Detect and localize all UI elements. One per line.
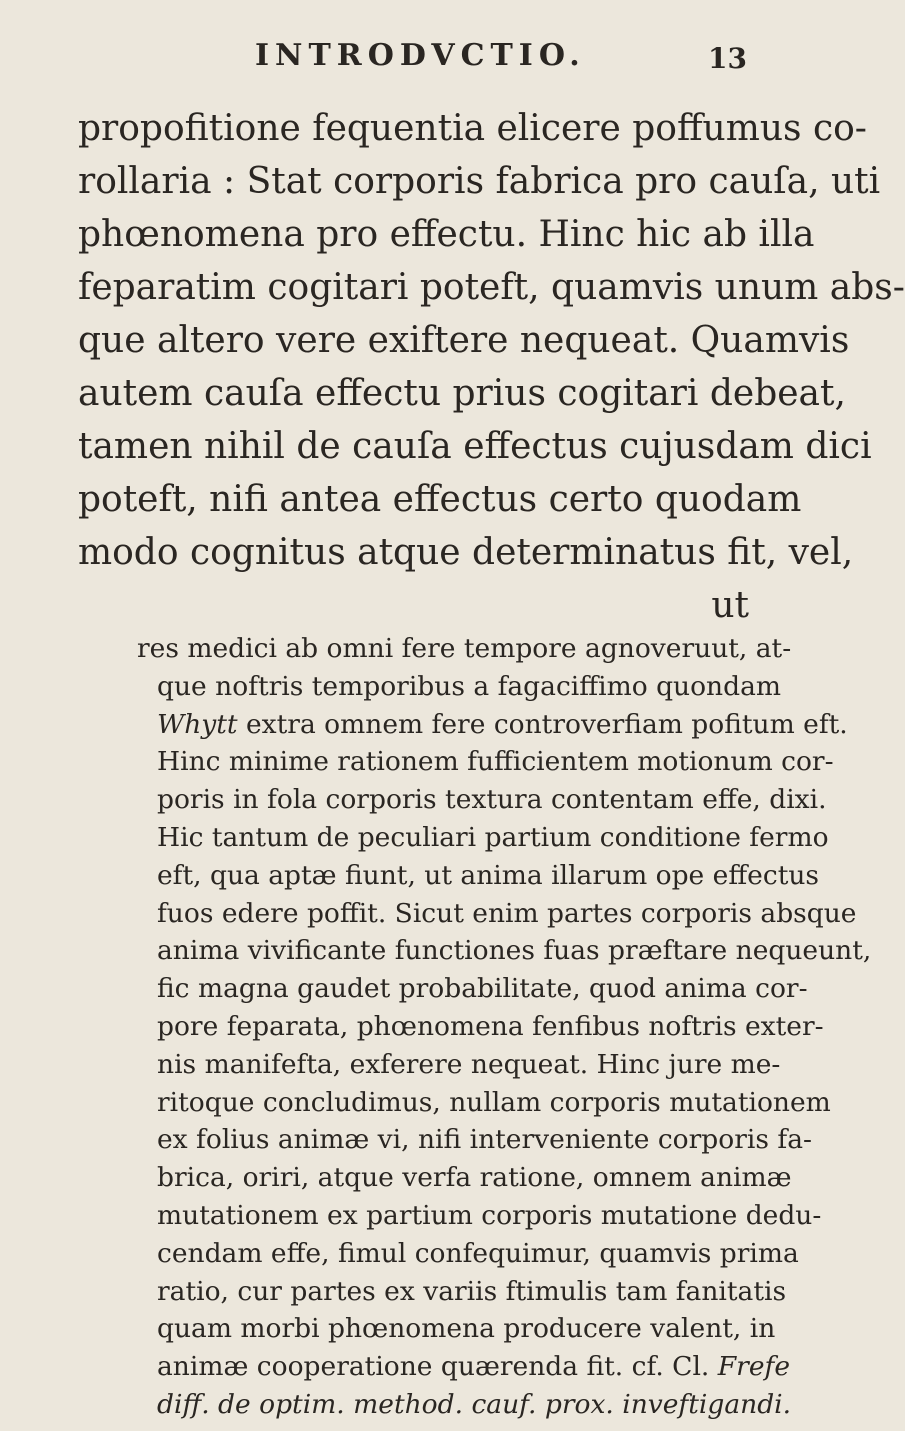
note-line-text: animæ cooperatione quærenda fit. cf. Cl.: [157, 1351, 718, 1383]
note-line: que noftris temporibus a fagaciffimo quondam: [157, 670, 782, 702]
note-line: nis manifefta, exferere nequeat. Hinc jure me-: [157, 1048, 781, 1080]
text-line: feparatim cogitari poteft, quamvis unum abs-: [78, 267, 905, 308]
note-line: pore feparata, phœnomena fenfibus noftris exter-: [157, 1010, 824, 1042]
text-line: que altero vere exiftere nequeat. Quamvis: [78, 320, 850, 361]
note-line: res medici ab omni fere tempore agnoveruut, at-: [137, 633, 792, 664]
note-line: Hinc minime rationem fufficientem motionum cor-: [157, 746, 834, 778]
note-line-rest: extra omnem fere controverfiam pofitum eft.: [237, 708, 848, 740]
note-line: ritoque concludimus, nullam corporis mutationem: [157, 1086, 831, 1118]
note-line: [137, 706, 848, 744]
running-title: INTRODVCTIO.: [255, 38, 586, 73]
note-line: [137, 1348, 791, 1386]
note-line: fuos edere poffit. Sicut enim partes corporis absque: [157, 897, 857, 929]
page-number: 13: [708, 42, 747, 75]
note-line: diff. de optim. method. cauf. prox. inveftigandi.: [157, 1388, 792, 1420]
running-header: [0, 38, 801, 98]
author-name: Whytt: [157, 708, 238, 740]
note-line: quam morbi phœnomena producere valent, in: [157, 1313, 776, 1345]
note-line: anima vivificante functiones fuas præftare nequeunt,: [157, 935, 872, 967]
footnote-block: [137, 630, 872, 1424]
note-line: Hic tantum de peculiari partium conditione fermo: [157, 821, 829, 853]
text-line: autem cauſa effectu prius cogitari debeat,: [78, 373, 846, 414]
text-line: modo cognitus atque determinatus fit, vel,: [78, 532, 854, 573]
text-line: rollaria : Stat corporis fabrica pro cauſa, uti: [78, 161, 881, 202]
note-line: ratio, cur partes ex variis ftimulis tam fanitatis: [157, 1275, 787, 1307]
note-line: cendam effe, fimul confequimur, quamvis prima: [157, 1237, 799, 1269]
note-line: fic magna gaudet probabilitate, quod anima cor-: [157, 973, 808, 1005]
text-line: tamen nihil de cauſa effectus cujusdam dici: [78, 426, 872, 467]
note-line: poris in fola corporis textura contentam effe, dixi.: [157, 784, 827, 816]
note-line: eft, qua aptæ fiunt, ut anima illarum ope effectus: [157, 859, 820, 891]
note-line: mutationem ex partium corporis mutatione dedu-: [157, 1199, 822, 1231]
text-line: phœnomena pro effectu. Hinc hic ab illa: [78, 214, 815, 255]
author-name: Frefe: [717, 1351, 791, 1383]
note-line: ex folius animæ vi, nifi interveniente corporis fa-: [157, 1124, 812, 1156]
main-paragraph: [78, 102, 905, 632]
note-line: brica, oriri, atque verfa ratione, omnem animæ: [157, 1162, 792, 1194]
text-line: propofitione fequentia elicere poffumus co-: [78, 108, 867, 149]
catchword: ut: [711, 585, 749, 626]
text-line: poteft, nifi antea effectus certo quodam: [78, 479, 802, 520]
